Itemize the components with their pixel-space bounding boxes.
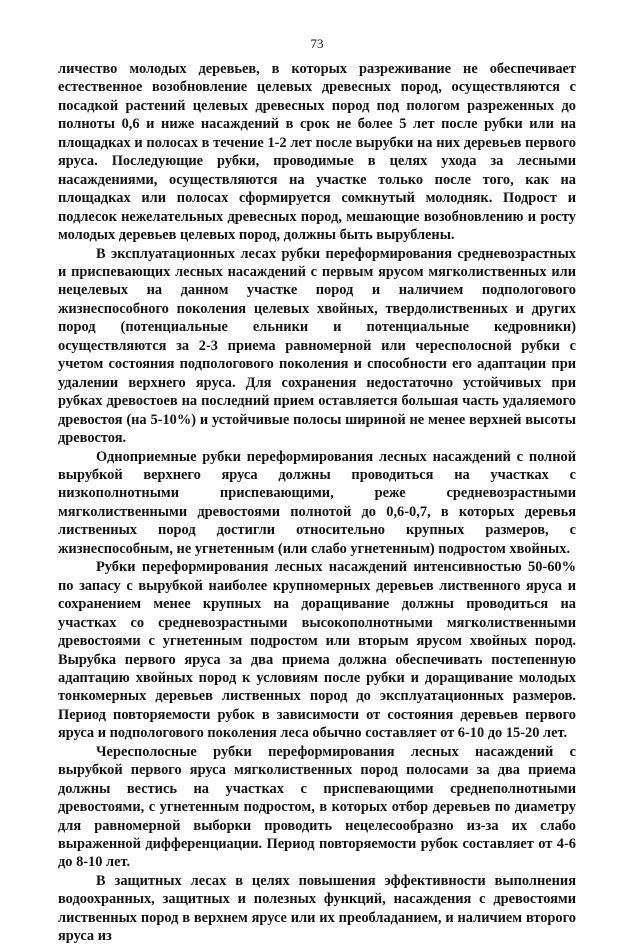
paragraph-6: В защитных лесах в целях повышения эффективности выполнения водоохранных, защитных и полезных функций, насаждения с древостоями лиственных пород в верхнем ярусе или их преобладанием, и наличием второго яруса из (58, 872, 576, 945)
paragraph-1: личество молодых деревьев, в которых разреживание не обеспечивает естественное возобновление целевых древесных пород, осуществляются с посадкой растений целевых древесных пород под пологом разреженных до полноты 0,6 и ниже насаждений в срок не более 5 лет после рубки или на площадках и полосах в течение 1-2 лет после вырубки на них деревьев первого яруса. Последующие рубки, проводимые в целях ухода за лесными насаждениями, осуществляются на участке только после того, как на площадках или полосах сформируется сомкнутый молодняк. Подрост и подлесок нежелательных древесных пород, мешающие возобновлению и росту молодых деревьев целевых пород, должны быть вырублены. (58, 61, 576, 244)
page-number: 73 (310, 36, 324, 51)
body-text (58, 60, 576, 946)
paragraph-5: Чересполосные рубки переформирования лесных насаждений с вырубкой первого яруса мягколиственных пород полосами за два приема должны вестись на участках с приспевающими среднеполнотными древостоями, с угнетенным подростом, в которых отбор деревьев по диаметру для равномерной выборки проводить нецелесообразно из-за их слабо выраженной дифференциации. Период повторяемости рубок составляет от 4-6 до 8-10 лет. (58, 743, 576, 871)
paragraph-2: В эксплуатационных лесах рубки переформирования средневозрастных и приспевающих лесных насаждений с первым ярусом мягколиственных или нецелевых на данном участке пород и наличием подпологового жизнеспособного поколения целевых хвойных, твердолиственных и других пород (потенциальные ельники и потенциальные кедровники) осуществляются за 2-3 приема равномерной или чересполосной рубки с учетом состояния подпологового поколения и способности его адаптации при удалении верхнего яруса. Для сохранения недостаточно устойчивых при рубках древостоев на последний прием оставляется большая часть удаляемого древостоя (на 5-10%) и устойчивые полосы шириной не менее верхней высоты древостоя. (58, 245, 576, 447)
paragraph-3: Одноприемные рубки переформирования лесных насаждений с полной вырубкой верхнего яруса должны проводиться на участках с низкополнотными приспевающими, реже средневозрастными мягколиственными древостоями полнотой до 0,6-0,7, в которых деревья лиственных пород достигли относительно крупных размеров, с жизнеспособным, не угнетенным (или слабо угнетенным) подростом хвойных. (58, 448, 576, 557)
paragraph-4: Рубки переформирования лесных насаждений интенсивностью 50-60% по запасу с вырубкой наиболее крупномерных деревьев лиственного яруса и сохранением менее крупных на доращивание должны проводиться на участках со средневозрастными высокополнотными мягколиственными древостоями с угнетенным подростом или вторым ярусом хвойных пород. Вырубка первого яруса за два приема должна обеспечивать постепенную адаптацию хвойных пород к условиям после рубки и доращивание молодых тонкомерных деревьев лиственных пород до эксплуатационных размеров. Период повторяемости рубок в зависимости от состояния деревьев первого яруса и подпологового поколения леса обычно составляет от 6-10 до 15-20 лет. (58, 559, 576, 742)
